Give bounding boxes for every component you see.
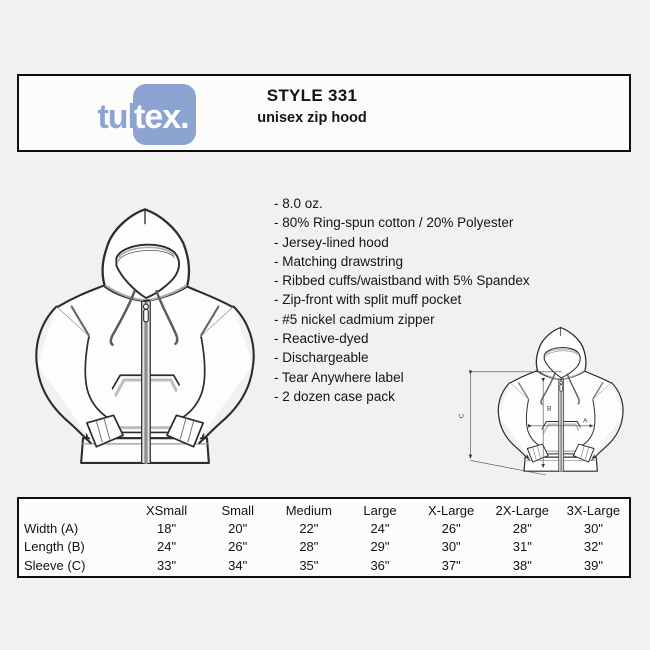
size-value: 18" — [157, 521, 177, 537]
row-label-length: Length (B) — [24, 539, 85, 555]
feature-item: - 8.0 oz. — [274, 196, 323, 211]
size-value: 29" — [370, 539, 390, 555]
diagram-label-c: C — [458, 413, 466, 419]
size-table — [17, 497, 631, 578]
size-value: 35" — [299, 557, 319, 573]
feature-item: - Reactive-dyed — [274, 331, 369, 347]
size-value: 38" — [512, 557, 532, 573]
feature-item: - Jersey-lined hood — [274, 234, 389, 250]
feature-item: - Dischargeable — [274, 350, 369, 366]
size-value: 26" — [441, 521, 461, 537]
size-value: 26" — [228, 539, 248, 555]
size-value: 30" — [583, 521, 603, 537]
size-column-header: X-Large — [428, 502, 475, 518]
feature-item: - Ribbed cuffs/waistband with 5% Spandex — [274, 273, 530, 289]
feature-item: - #5 nickel cadmium zipper — [274, 311, 435, 327]
size-value: 39" — [583, 557, 603, 573]
style-title: STYLE 331 — [266, 86, 358, 105]
size-value: 28" — [299, 539, 319, 555]
feature-item: - 80% Ring-spun cotton / 20% Polyester — [274, 215, 514, 231]
size-value: 37" — [441, 557, 461, 573]
size-value: 22" — [299, 521, 319, 537]
row-label-sleeve: Sleeve (C) — [24, 557, 86, 573]
size-column-header: Large — [363, 502, 397, 518]
size-value: 24" — [370, 521, 390, 537]
logo-text-tex: tex. — [134, 98, 189, 136]
header-box — [17, 74, 631, 152]
size-value: 28" — [512, 521, 532, 537]
size-column-header: Medium — [285, 502, 332, 518]
diagram-label-a: A — [583, 417, 588, 425]
size-value: 33" — [157, 557, 177, 573]
size-column-header: 2X-Large — [495, 502, 550, 518]
diagram-label-b: B — [547, 405, 552, 413]
size-column-header: XSmall — [145, 502, 188, 518]
size-value: 34" — [228, 557, 248, 573]
size-value: 20" — [228, 521, 248, 537]
size-value: 24" — [157, 539, 177, 555]
feature-item: - Tear Anywhere label — [274, 369, 404, 385]
measurement-diagram — [454, 320, 640, 482]
size-value: 30" — [441, 539, 461, 555]
size-column-header: Small — [221, 502, 254, 518]
title-block — [7, 86, 617, 126]
feature-item: - 2 dozen case pack — [274, 388, 395, 404]
product-subtitle: unisex zip hood — [257, 110, 367, 126]
size-column-header: 3X-Large — [566, 502, 621, 518]
feature-item: - Zip-front with split muff pocket — [274, 292, 462, 308]
row-label-width: Width (A) — [24, 521, 79, 537]
feature-item: - Matching drawstring — [274, 253, 404, 269]
hoodie-front-illustration — [24, 196, 266, 482]
size-value: 31" — [512, 539, 532, 555]
size-value: 36" — [370, 557, 390, 573]
size-value: 32" — [583, 539, 603, 555]
logo-text-tul: tul — [97, 98, 136, 136]
